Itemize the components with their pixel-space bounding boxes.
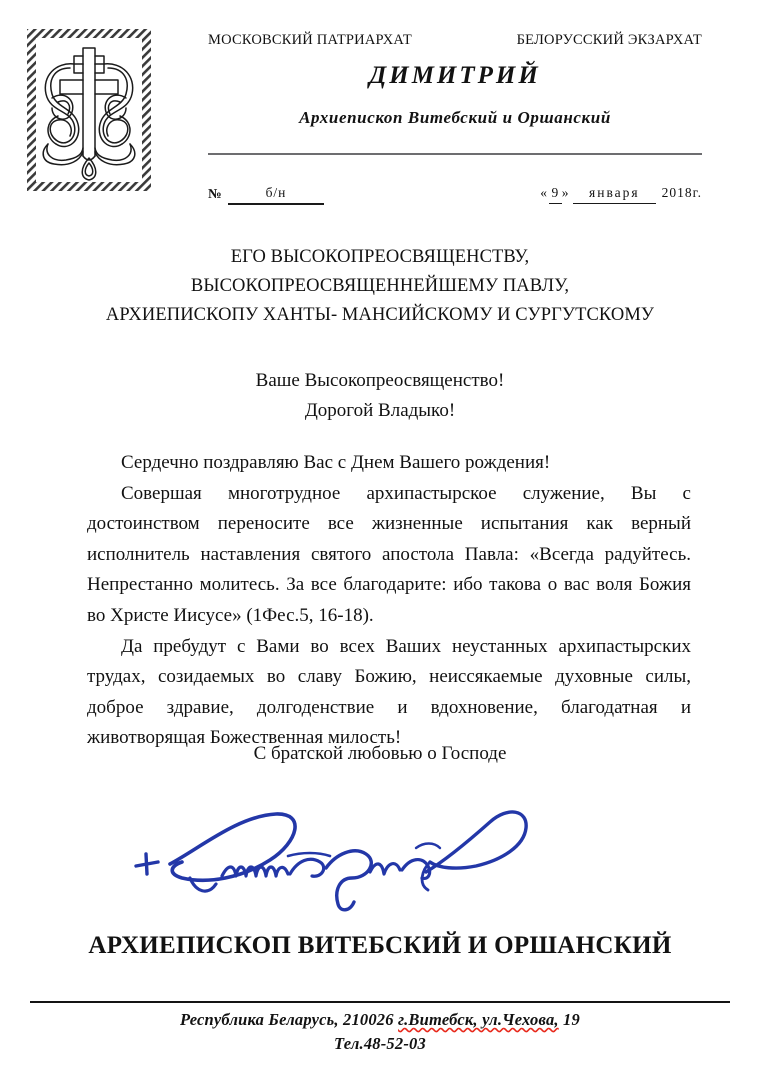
footer-address-misspelled: г.Витебск, ул.Чехова, <box>398 1010 559 1029</box>
footer-phone: Тел.48-52-03 <box>334 1034 426 1053</box>
footer-address <box>30 1008 730 1032</box>
body-paragraph-1: Сердечно поздравляю Вас с Днем Вашего рождения! <box>121 452 551 473</box>
date-day: 9 <box>549 185 562 204</box>
orthodox-cross-emblem-icon <box>26 28 152 192</box>
date-month: января <box>573 185 656 204</box>
body-paragraph-2: Совершая многотрудное архипастырское служение, Вы с достоинством переносите все жизненные испытания как верный исполнитель наставления святого апостола Павла: «Всегда радуйтесь. Непрестанно молитесь. За все благодарите: ибо такова о вас воля Божия во Христе Иисусе» (1Фес.5, 16-18). <box>87 482 691 626</box>
document-reference-line <box>208 184 702 210</box>
footer-address-prefix: Республика Беларусь, 210026 <box>180 1010 399 1029</box>
footer-divider <box>30 1001 730 1003</box>
salutation-block <box>30 366 730 426</box>
organization-left: МОСКОВСКИЙ ПАТРИАРХАТ <box>208 32 412 48</box>
addressee-line-1: ЕГО ВЫСОКОПРЕОСВЯЩЕНСТВУ, <box>230 247 530 267</box>
footer-block <box>30 1008 730 1056</box>
addressee-block <box>30 243 730 330</box>
document-number-value: б/н <box>228 185 324 205</box>
handwritten-signature-icon <box>130 808 570 918</box>
document-date-group <box>540 185 702 204</box>
letter-body <box>87 448 691 754</box>
header-divider <box>208 153 702 155</box>
signatory-title: АРХИЕПИСКОП ВИТЕБСКИЙ И ОРШАНСКИЙ <box>88 932 672 959</box>
addressee-line-2: ВЫСОКОПРЕОСВЯЩЕННЕЙШЕМУ ПАВЛУ, <box>190 276 570 296</box>
addressee-line-3: АРХИЕПИСКОПУ ХАНТЫ- МАНСИЙСКОМУ И СУРГУТСКОМУ <box>105 305 655 325</box>
footer-address-suffix: 19 <box>558 1010 580 1029</box>
document-number-label: № <box>208 186 223 201</box>
bishop-see-title: Архиепископ Витебский и Оршанский <box>299 108 611 127</box>
organization-right: БЕЛОРУССКИЙ ЭКЗАРХАТ <box>516 32 702 48</box>
date-year: 2018г. <box>661 185 702 200</box>
closing-line: С братской любовью о Господе <box>253 743 507 764</box>
quote-open: « <box>540 185 548 200</box>
header-organization-row <box>208 32 702 49</box>
body-paragraph-3: Да пребудут с Вами во всех Ваших неустанных архипастырских трудах, созидаемых во славу Божию, неиссякаемые духовные силы, доброе здравие, долгоденствие и вдохновение, благодатная и животворящая Божественная милость! <box>87 635 691 749</box>
salutation-line-1: Ваше Высокопреосвященство! <box>255 370 505 391</box>
quote-close: » <box>561 185 570 200</box>
salutation-line-2: Дорогой Владыко! <box>304 400 456 421</box>
letterhead <box>0 24 760 224</box>
bishop-name: ДИМИТРИЙ <box>369 62 541 89</box>
